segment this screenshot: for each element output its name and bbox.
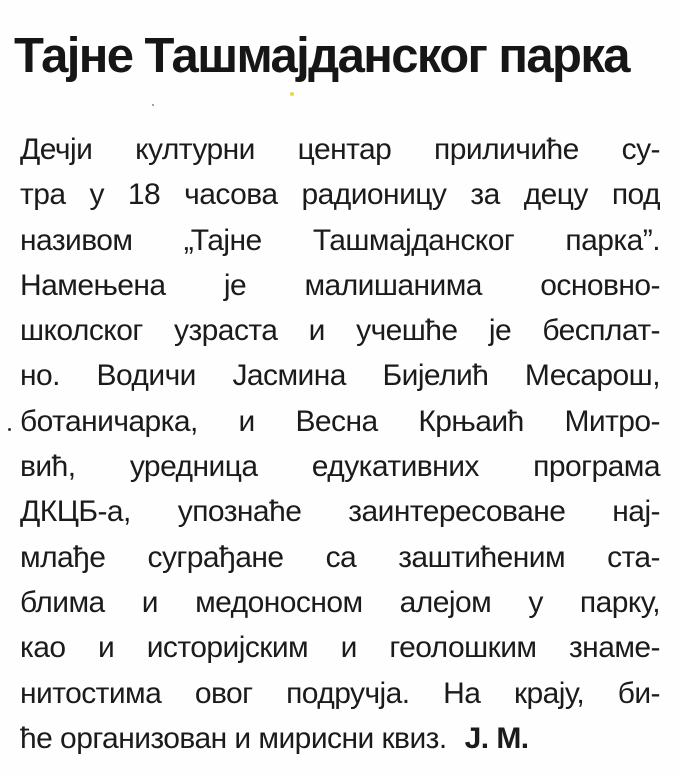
article-line: као и историјским и геолошким знаме- [20, 631, 660, 665]
print-speck [290, 92, 294, 96]
article-line: ДКЦБ-а, упознаће заинтересоване нај- [20, 495, 660, 529]
article-line: ботаничарка, и Весна Крњаић Митро- [20, 404, 660, 438]
article-line-text: ће организован и мирисни квиз. [20, 721, 447, 755]
print-speck [152, 104, 154, 106]
article-line: вић, уредница едукативних програма [20, 450, 660, 484]
article-headline: Тајне Ташмајданског парка [14, 29, 629, 83]
article-line: нитостима овог подручја. На крају, би- [20, 676, 660, 710]
article-line: школског узраста и учешће је бесплат- [20, 314, 660, 348]
article-line: Дечји културни центар приличиће су- [20, 133, 660, 166]
article-line: Намењена је малишанима основно- [20, 268, 660, 302]
article-line: млађе суграђане са заштићеним ста- [20, 540, 660, 574]
print-speck [8, 428, 11, 431]
article-last-line [20, 716, 660, 761]
author-byline: J. M. [464, 721, 529, 755]
article-body [20, 127, 660, 761]
article-line: блима и медоносном алејом у парку, [20, 585, 660, 619]
article-line: но. Водичи Јасмина Бијелић Месарош, [20, 359, 660, 393]
article-line: тра у 18 часова радионицу за децу под [20, 178, 660, 212]
article-line: називом „Тајне Ташмајданског парка”. [20, 223, 660, 257]
